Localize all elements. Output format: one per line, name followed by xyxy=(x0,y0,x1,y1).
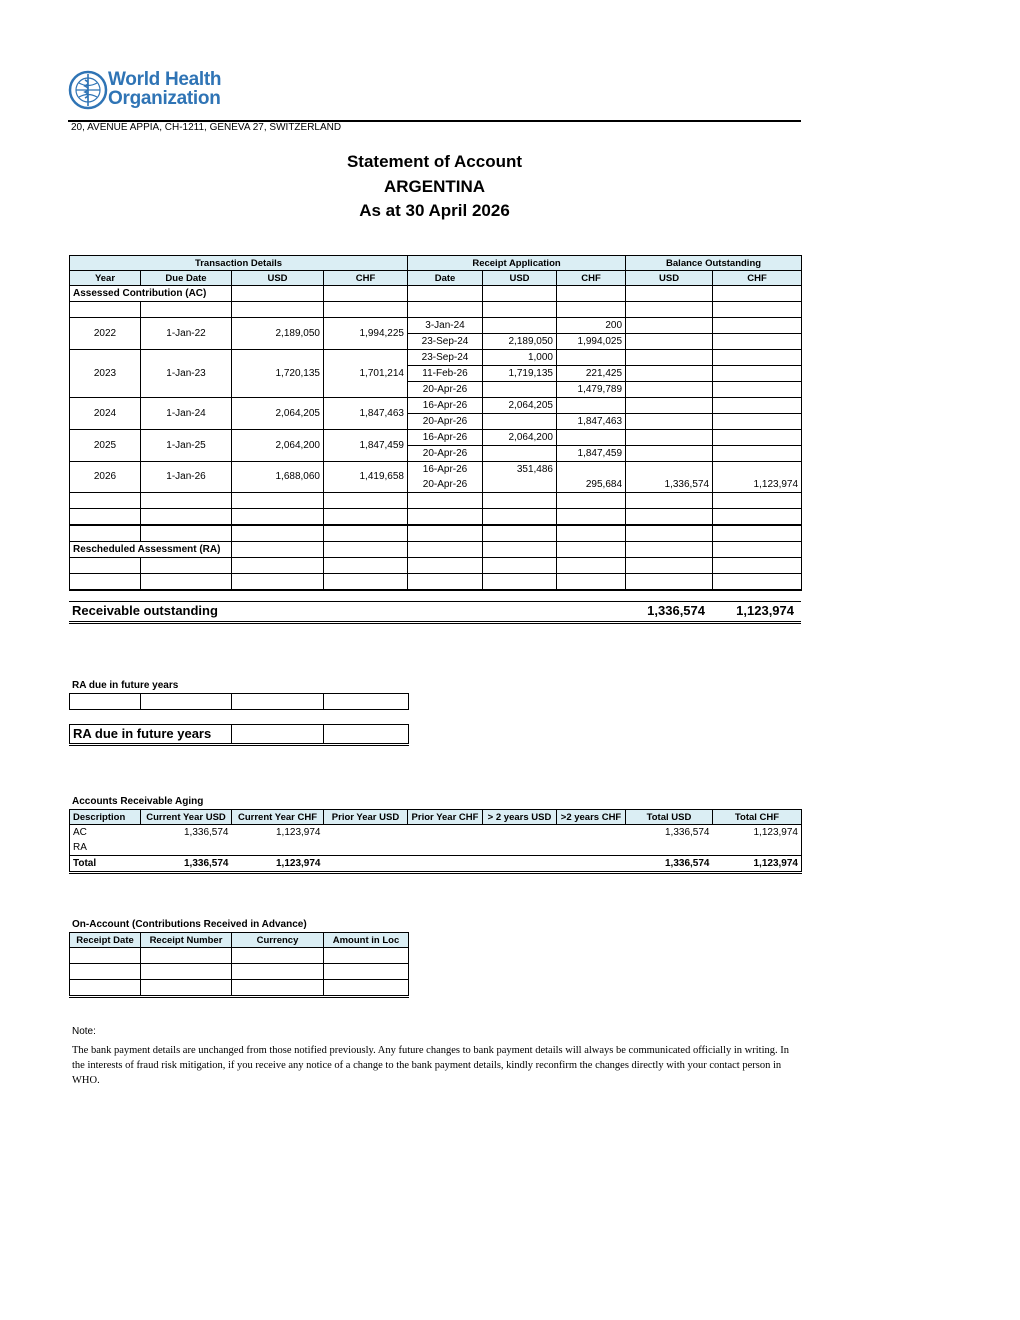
table-row xyxy=(70,694,409,710)
table-row xyxy=(70,398,802,414)
table-row xyxy=(70,558,802,574)
col-header-usd: USD xyxy=(232,271,324,286)
receipt-date-cell: 11-Feb-26 xyxy=(408,366,483,382)
title-line-3: As at 30 April 2026 xyxy=(359,201,510,220)
receipt-usd-cell: 2,189,050 xyxy=(483,334,557,350)
receipt-chf-cell: 1,994,025 xyxy=(557,334,626,350)
title-line-1: Statement of Account xyxy=(346,152,523,171)
group-header-row xyxy=(70,256,802,271)
due-chf-cell: 1,701,214 xyxy=(324,350,408,398)
balance-usd-cell xyxy=(626,398,713,414)
aging-header-current-usd: Current Year USD xyxy=(141,810,232,825)
table-row xyxy=(70,574,802,591)
balance-usd-cell xyxy=(626,446,713,462)
balance-usd-cell xyxy=(626,334,713,350)
balance-chf-cell xyxy=(713,430,802,446)
aging-cell: 1,336,574 xyxy=(665,826,710,838)
logo-text-line1: World Health xyxy=(108,69,222,90)
on-account-label: On-Account (Contributions Received in Advance) xyxy=(72,919,307,930)
aging-cell: RA xyxy=(73,841,87,853)
balance-chf-cell xyxy=(713,334,802,350)
balance-usd-cell xyxy=(626,414,713,430)
balance-usd-cell xyxy=(626,318,713,334)
due-chf-cell: 1,847,459 xyxy=(324,430,408,462)
receipt-usd-cell xyxy=(483,477,557,493)
on-account-header-receipt-number: Receipt Number xyxy=(141,933,232,948)
aging-cell xyxy=(626,840,713,856)
on-account-header-currency: Currency xyxy=(232,933,324,948)
col-header-balance-chf: CHF xyxy=(713,271,802,286)
aging-cell xyxy=(408,840,483,856)
on-account-header-receipt-date: Receipt Date xyxy=(70,933,141,948)
receipt-usd-cell: 1,719,135 xyxy=(483,366,557,382)
who-emblem-icon xyxy=(68,66,108,114)
balance-chf-cell xyxy=(713,414,802,430)
aging-header-prior-usd: Prior Year USD xyxy=(324,810,408,825)
table-row xyxy=(70,430,802,446)
table-row xyxy=(70,825,802,841)
note-label: Note: xyxy=(72,1026,96,1037)
receipt-chf-cell xyxy=(557,398,626,414)
aging-total-cell xyxy=(408,856,483,873)
logo-text-line2: Organization xyxy=(108,88,221,109)
col-header-year: Year xyxy=(70,271,141,286)
due-chf-cell: 1,847,463 xyxy=(324,398,408,430)
receipt-usd-cell xyxy=(483,382,557,398)
receipt-chf-cell: 1,847,459 xyxy=(557,446,626,462)
ac-section-label: Assessed Contribution (AC) xyxy=(70,286,232,302)
receipt-date-cell: 23-Sep-24 xyxy=(408,350,483,366)
title-line-2: ARGENTINA xyxy=(383,176,486,196)
aging-total-cell: 1,336,574 xyxy=(665,857,710,869)
due-usd-cell: 2,064,200 xyxy=(232,430,324,462)
due-date-cell: 1-Jan-26 xyxy=(141,462,232,493)
aging-cell xyxy=(232,840,324,856)
ra-section-row xyxy=(70,542,802,558)
aging-cell: AC xyxy=(73,826,87,838)
logo-wordmark xyxy=(108,70,221,108)
aging-total-cell: Total xyxy=(73,857,97,869)
on-account-header-amount: Amount in Loc xyxy=(324,933,409,948)
receipt-usd-cell: 351,486 xyxy=(483,462,557,478)
aging-header-total-usd: Total USD xyxy=(626,810,713,825)
aging-header-description: Description xyxy=(70,810,141,825)
aging-total-cell: 1,123,974 xyxy=(276,857,321,869)
balance-chf-cell xyxy=(713,462,802,478)
ra-future-table xyxy=(69,693,409,710)
due-usd-cell: 1,720,135 xyxy=(232,350,324,398)
aging-cell: 1,123,974 xyxy=(753,826,798,838)
receipt-usd-cell xyxy=(483,446,557,462)
due-usd-cell: 2,189,050 xyxy=(232,318,324,350)
receipt-chf-cell: 200 xyxy=(557,318,626,334)
due-date-cell: 1-Jan-23 xyxy=(141,350,232,398)
receipt-date-cell: 3-Jan-24 xyxy=(408,318,483,334)
statement-table xyxy=(69,255,802,591)
balance-chf-cell xyxy=(713,366,802,382)
col-header-receipt-usd: USD xyxy=(483,271,557,286)
on-account-table xyxy=(69,932,409,998)
receivable-chf: 1,123,974 xyxy=(736,603,794,618)
receipt-chf-cell xyxy=(557,350,626,366)
table-row xyxy=(70,509,802,526)
due-usd-cell: 1,688,060 xyxy=(232,462,324,493)
receipt-usd-cell: 2,064,200 xyxy=(483,430,557,446)
table-row xyxy=(70,350,802,366)
ra-future-label: RA due in future years xyxy=(72,680,179,691)
aging-total-cell xyxy=(324,856,408,873)
aging-cell xyxy=(557,825,626,841)
col-header-balance-usd: USD xyxy=(626,271,713,286)
aging-total-row xyxy=(70,856,802,873)
table-row xyxy=(70,725,409,745)
due-usd-cell: 2,064,205 xyxy=(232,398,324,430)
due-date-cell: 1-Jan-24 xyxy=(141,398,232,430)
balance-usd-cell xyxy=(626,366,713,382)
aging-header-total-chf: Total CHF xyxy=(713,810,802,825)
column-header-row xyxy=(70,271,802,286)
document-title xyxy=(68,150,801,224)
aging-table xyxy=(69,809,802,874)
aging-total-cell xyxy=(557,856,626,873)
aging-cell: 1,123,974 xyxy=(276,826,321,838)
receivable-label: Receivable outstanding xyxy=(72,603,218,618)
ra-future-total-table xyxy=(69,724,409,746)
balance-usd-cell: 1,336,574 xyxy=(626,477,713,493)
group-header-transaction: Transaction Details xyxy=(70,256,408,271)
table-row xyxy=(70,980,409,997)
col-header-date: Date xyxy=(408,271,483,286)
address: 20, AVENUE APPIA, CH-1211, GENEVA 27, SWITZERLAND xyxy=(71,122,342,133)
receivable-outstanding-row xyxy=(69,601,801,624)
aging-total-cell xyxy=(483,856,557,873)
receivable-usd: 1,336,574 xyxy=(647,603,705,618)
receipt-date-cell: 16-Apr-26 xyxy=(408,398,483,414)
balance-usd-cell xyxy=(626,430,713,446)
group-header-balance: Balance Outstanding xyxy=(626,256,802,271)
aging-cell xyxy=(408,825,483,841)
year-cell: 2022 xyxy=(70,318,141,350)
receipt-usd-cell xyxy=(483,318,557,334)
aging-cell xyxy=(483,840,557,856)
table-row xyxy=(70,302,802,318)
due-date-cell: 1-Jan-22 xyxy=(141,318,232,350)
ac-section-row xyxy=(70,286,802,302)
aging-header-2yr-chf: >2 years CHF xyxy=(557,810,626,825)
balance-chf-cell xyxy=(713,446,802,462)
table-row xyxy=(70,525,802,542)
table-row xyxy=(70,462,802,478)
receipt-usd-cell: 2,064,205 xyxy=(483,398,557,414)
due-chf-cell: 1,419,658 xyxy=(324,462,408,493)
aging-header-prior-chf: Prior Year CHF xyxy=(408,810,483,825)
aging-label: Accounts Receivable Aging xyxy=(72,796,204,807)
note-text: The bank payment details are unchanged from those notified previously. Any future changes to bank payment details will always be communicated officially in writing. In the interests of fraud risk mitigation, if you receive any notice of a change to the bank payment details, kindly reconfirm the changes directly with your contact person in WHO. xyxy=(72,1045,790,1086)
due-date-cell: 1-Jan-25 xyxy=(141,430,232,462)
on-account-header-row xyxy=(70,933,409,948)
aging-cell xyxy=(557,840,626,856)
aging-header-2yr-usd: > 2 years USD xyxy=(483,810,557,825)
receipt-date-cell: 16-Apr-26 xyxy=(408,430,483,446)
aging-header-row xyxy=(70,810,802,825)
note-block xyxy=(72,1024,802,1088)
balance-chf-cell: 1,123,974 xyxy=(713,477,802,493)
receipt-date-cell: 20-Apr-26 xyxy=(408,414,483,430)
aging-total-cell: 1,336,574 xyxy=(184,857,229,869)
receipt-date-cell: 16-Apr-26 xyxy=(408,462,483,478)
aging-cell xyxy=(713,840,802,856)
col-header-chf: CHF xyxy=(324,271,408,286)
ra-section-label: Rescheduled Assessment (RA) xyxy=(70,542,232,558)
balance-usd-cell xyxy=(626,382,713,398)
receipt-usd-cell: 1,000 xyxy=(483,350,557,366)
year-cell: 2025 xyxy=(70,430,141,462)
receipt-chf-cell: 1,479,789 xyxy=(557,382,626,398)
aging-cell xyxy=(324,840,408,856)
table-row xyxy=(70,493,802,509)
aging-total-cell: 1,123,974 xyxy=(753,857,798,869)
receipt-chf-cell xyxy=(557,462,626,478)
receipt-date-cell: 20-Apr-26 xyxy=(408,382,483,398)
receipt-chf-cell: 221,425 xyxy=(557,366,626,382)
ra-future-total-label: RA due in future years xyxy=(73,726,212,741)
receipt-date-cell: 20-Apr-26 xyxy=(408,446,483,462)
table-row xyxy=(70,948,409,964)
aging-cell xyxy=(483,825,557,841)
year-cell: 2023 xyxy=(70,350,141,398)
aging-cell: 1,336,574 xyxy=(184,826,229,838)
receipt-usd-cell xyxy=(483,414,557,430)
year-cell: 2024 xyxy=(70,398,141,430)
receipt-chf-cell xyxy=(557,430,626,446)
receipt-date-cell: 23-Sep-24 xyxy=(408,334,483,350)
col-header-receipt-chf: CHF xyxy=(557,271,626,286)
receipt-chf-cell: 295,684 xyxy=(557,477,626,493)
year-cell: 2026 xyxy=(70,462,141,493)
receipt-date-cell: 20-Apr-26 xyxy=(408,477,483,493)
due-chf-cell: 1,994,225 xyxy=(324,318,408,350)
aging-cell xyxy=(141,840,232,856)
receipt-chf-cell: 1,847,463 xyxy=(557,414,626,430)
col-header-due-date: Due Date xyxy=(141,271,232,286)
aging-header-current-chf: Current Year CHF xyxy=(232,810,324,825)
table-row xyxy=(70,840,802,856)
balance-chf-cell xyxy=(713,318,802,334)
balance-chf-cell xyxy=(713,350,802,366)
balance-usd-cell xyxy=(626,462,713,478)
balance-chf-cell xyxy=(713,398,802,414)
balance-chf-cell xyxy=(713,382,802,398)
group-header-receipt: Receipt Application xyxy=(408,256,626,271)
table-row xyxy=(70,964,409,980)
balance-usd-cell xyxy=(626,350,713,366)
table-row xyxy=(70,318,802,334)
aging-cell xyxy=(324,825,408,841)
